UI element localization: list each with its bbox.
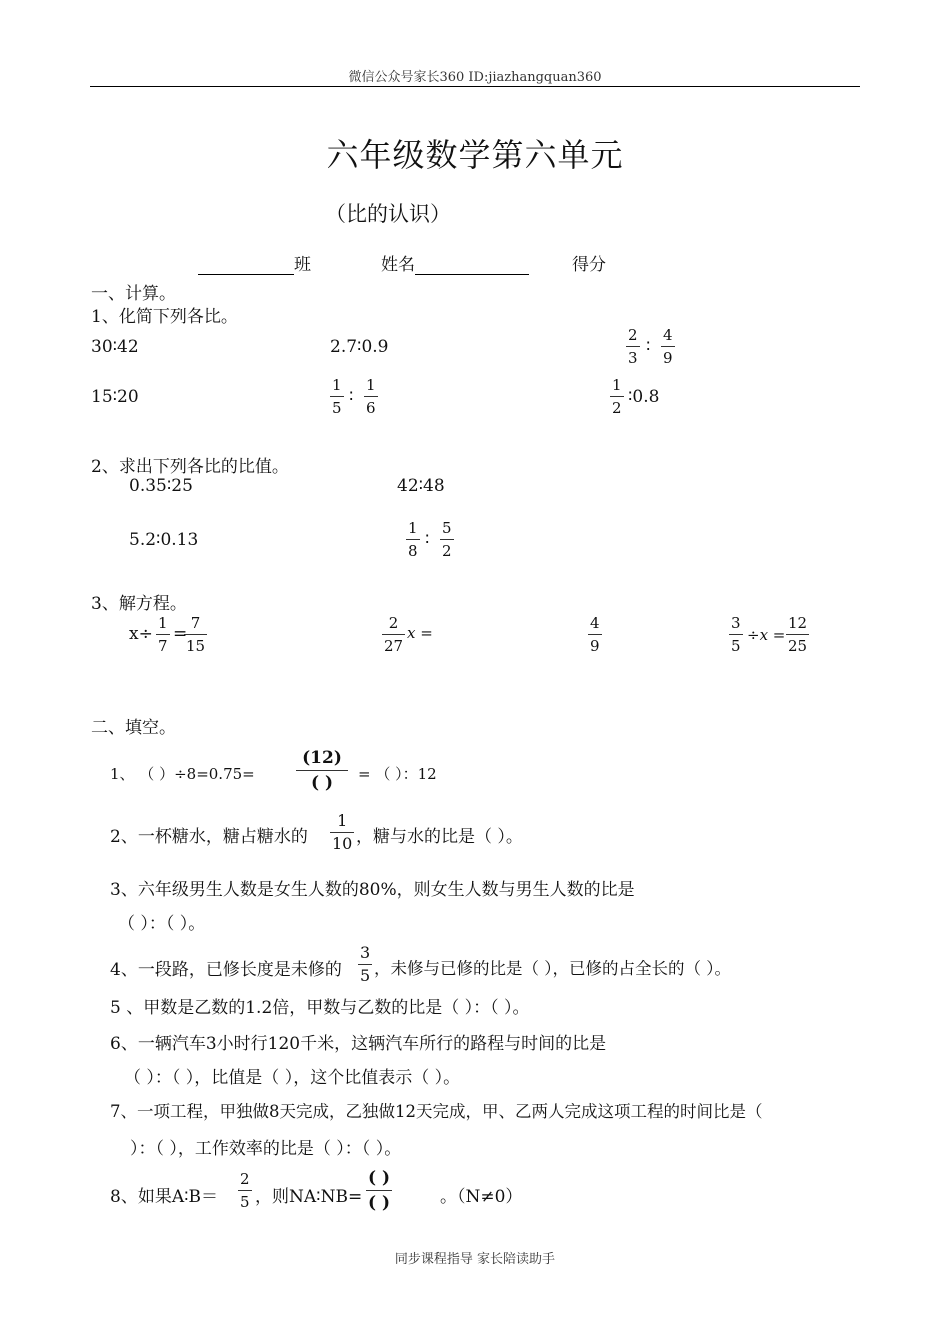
denominator: 2 <box>612 399 622 417</box>
q2-8-prefix: 8、如果A∶B＝ <box>110 1187 219 1207</box>
numerator: 12 <box>788 614 808 632</box>
fraction-bar <box>610 396 624 397</box>
q1-3-e3-frac <box>588 614 602 655</box>
page-title: 六年级数学第六单元 <box>326 136 624 174</box>
denominator: 8 <box>408 542 418 560</box>
fraction-bar <box>786 634 809 635</box>
denominator: 27 <box>384 637 404 655</box>
numerator: 3 <box>360 943 371 962</box>
q1-1-e-frac1 <box>330 376 344 417</box>
denominator: 9 <box>590 637 600 655</box>
q1-2-b: 42∶48 <box>397 476 445 496</box>
q1-3-e4-frac2 <box>786 614 809 655</box>
q2-7-line1: 7、一项工程，甲独做8天完成，乙独做12天完成，甲、乙两人完成这项工程的时间比是（ <box>110 1102 763 1121</box>
q2-8-frac <box>238 1170 252 1211</box>
denominator: 5 <box>332 399 342 417</box>
q1-1-e-frac2 <box>364 376 378 417</box>
numerator: 4 <box>663 326 673 344</box>
denominator: 3 <box>628 349 638 367</box>
student-info <box>198 250 311 275</box>
q1-3-title: 3、解方程。 <box>91 594 187 614</box>
denominator: 9 <box>663 349 673 367</box>
q2-3-line2: （ ）：（ ）。 <box>118 914 206 934</box>
q1-3-e1-frac1 <box>156 614 170 655</box>
numerator: 1 <box>612 376 622 394</box>
numerator: 5 <box>442 519 452 537</box>
fraction-bar <box>358 964 372 965</box>
q2-2-prefix: 2、一杯糖水，糖占糖水的 <box>110 827 308 847</box>
q1-2-d-colon: ∶ <box>425 530 430 550</box>
q2-4-frac <box>358 944 372 985</box>
q2-6-line2: （ ）：（ ），比值是（ ），这个比值表示（ ）。 <box>124 1068 461 1088</box>
q1-3-e1-prefix: x÷ <box>129 624 153 644</box>
q2-7-line2: ）：（ ），工作效率的比是（ ）：（ ）。 <box>130 1139 402 1159</box>
fraction-bar <box>156 634 170 635</box>
q2-8-answer-frac <box>366 1168 392 1213</box>
denominator: ( ) <box>310 773 333 793</box>
numerator: 1 <box>332 376 342 394</box>
fraction-bar <box>238 1190 252 1191</box>
q2-2-frac <box>330 812 354 853</box>
q1-3-e1-frac2 <box>184 614 207 655</box>
q1-1-b: 2.7∶0.9 <box>330 337 389 357</box>
q1-1-f-rest: ∶0.8 <box>628 387 660 407</box>
q1-1-title: 1、化简下列各比。 <box>91 307 238 327</box>
denominator: 5 <box>360 966 371 985</box>
q1-1-c-frac2 <box>661 326 675 367</box>
numerator: ( ) <box>368 1168 391 1188</box>
page-subtitle: （比的认识） <box>325 202 451 226</box>
q2-1-frac <box>296 748 348 793</box>
numerator: 1 <box>408 519 418 537</box>
q2-1-suffix: = （ ）：12 <box>358 765 437 783</box>
q1-1-e-colon: ∶ <box>349 387 354 407</box>
q2-4-suffix: ，未修与已修的比是（ ），已修的占全长的（ ）。 <box>374 959 731 978</box>
q1-1-c-colon: ∶ <box>646 337 651 357</box>
q1-3-e2-frac <box>382 614 405 655</box>
fraction-bar <box>382 634 405 635</box>
q2-8-mid: ，则NA∶NB= <box>255 1187 363 1207</box>
denominator: 25 <box>788 637 808 655</box>
denominator: 10 <box>332 834 353 853</box>
q1-2-c: 5.2∶0.13 <box>129 530 199 550</box>
page-header: 微信公众号家长360 ID:jiazhangquan360 <box>348 70 602 85</box>
q1-2-d-frac1 <box>406 519 420 560</box>
q1-2-a: 0.35∶25 <box>129 476 193 496</box>
page-footer: 同步课程指导 家长陪读助手 <box>394 1252 556 1267</box>
q2-4-prefix: 4、一段路，已修长度是未修的 <box>110 960 342 980</box>
denominator: 5 <box>731 637 741 655</box>
numerator: 2 <box>628 326 638 344</box>
numerator: 3 <box>731 614 741 632</box>
section-2-title: 二、填空。 <box>91 718 176 738</box>
q1-1-f-frac <box>610 376 624 417</box>
numerator: 2 <box>388 614 399 632</box>
q1-2-title: 2、求出下列各比的比值。 <box>91 457 289 477</box>
fraction-bar <box>588 634 602 635</box>
numerator: 1 <box>337 811 348 830</box>
q1-3-e2-rest: x = <box>407 624 433 642</box>
denominator: 15 <box>186 637 206 655</box>
q2-6-line1: 6、一辆汽车3小时行120千米，这辆汽车所行的路程与时间的比是 <box>110 1034 607 1054</box>
fraction-bar <box>330 832 354 833</box>
fraction-bar <box>406 539 420 540</box>
q1-1-c-frac1 <box>626 326 640 367</box>
fraction-bar <box>330 396 344 397</box>
name-label: 姓名 <box>381 255 415 275</box>
class-blank[interactable] <box>198 256 294 275</box>
numerator: 2 <box>240 1170 250 1188</box>
fraction-bar <box>366 1190 392 1191</box>
q2-5: 5 、甲数是乙数的1.2倍，甲数与乙数的比是（ ）：（ ）。 <box>110 998 530 1018</box>
q1-3-e4-frac1 <box>729 614 743 655</box>
q1-1-d: 15∶20 <box>91 387 139 407</box>
denominator: 2 <box>442 542 452 560</box>
header-divider <box>90 86 860 87</box>
fraction-bar <box>440 539 454 540</box>
q2-2-suffix: ，糖与水的比是（ ）。 <box>356 827 523 847</box>
fraction-bar <box>364 396 378 397</box>
score-label: 得分 <box>572 255 606 275</box>
denominator: 5 <box>240 1193 250 1211</box>
numerator: 1 <box>158 614 168 632</box>
fraction-bar <box>661 346 675 347</box>
name-field <box>381 250 529 275</box>
fraction-bar <box>296 770 348 771</box>
q2-8-suffix: 。（N≠0） <box>440 1187 523 1207</box>
denominator: ( ) <box>368 1193 391 1213</box>
q2-3-line1: 3、六年级男生人数是女生人数的80%，则女生人数与男生人数的比是 <box>110 880 635 900</box>
numerator: 1 <box>366 376 376 394</box>
fraction-bar <box>626 346 640 347</box>
fraction-bar <box>729 634 743 635</box>
numerator: 7 <box>190 614 201 632</box>
q1-2-d-frac2 <box>440 519 454 560</box>
numerator: (12) <box>302 748 342 768</box>
q1-1-a: 30∶42 <box>91 337 139 357</box>
denominator: 6 <box>366 399 376 417</box>
denominator: 7 <box>158 637 168 655</box>
fraction-bar <box>184 634 207 635</box>
class-label: 班 <box>294 255 311 275</box>
q1-3-e4-mid: ÷x = <box>747 626 786 644</box>
q1-3-e1-equals: = <box>173 624 188 644</box>
q2-1-prefix: 1、 （ ）÷8=0.75= <box>110 765 255 783</box>
numerator: 4 <box>590 614 600 632</box>
name-blank[interactable] <box>415 256 529 275</box>
section-1-title: 一、计算。 <box>91 284 176 304</box>
